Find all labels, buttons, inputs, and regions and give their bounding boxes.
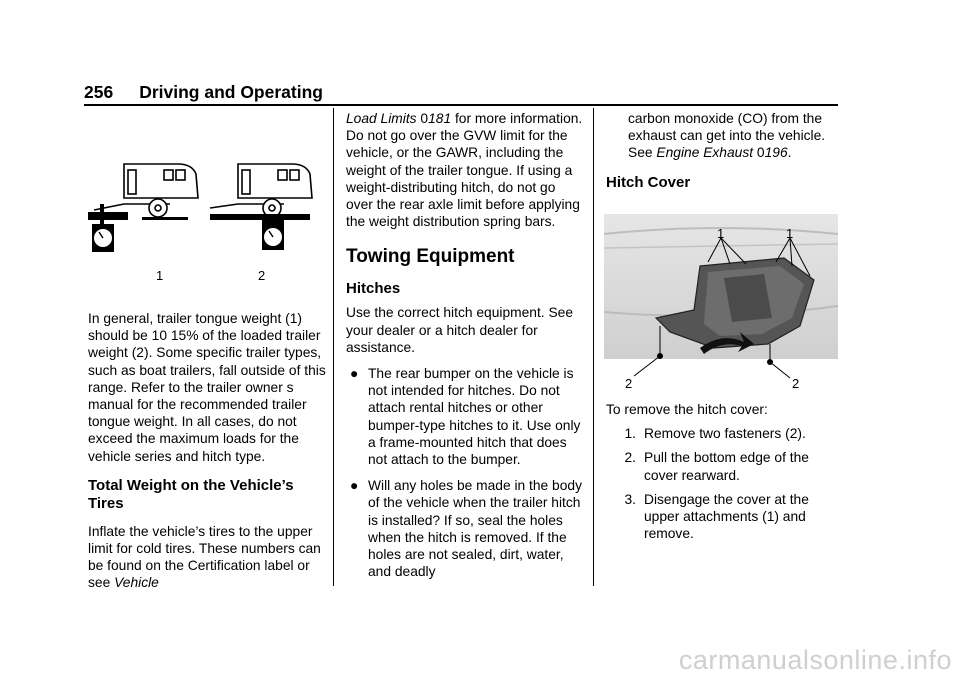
trailer-tongue-weight-drawing — [94, 164, 198, 217]
step-number: 2. — [624, 450, 636, 466]
hitch-figure-label-2a: 2 — [625, 376, 633, 391]
step-number: 3. — [624, 491, 636, 507]
column-divider-1 — [333, 108, 334, 586]
right-column-bottom — [606, 401, 838, 542]
ref-arrow-icon: 0 — [420, 111, 429, 126]
step-text: Remove two fasteners (2). — [644, 426, 806, 442]
remove-cover-intro: To remove the hitch cover: — [606, 402, 768, 417]
page-header — [84, 82, 323, 103]
step-text: Pull the bottom edge of the cover rearward. — [644, 450, 809, 483]
step-number: 1. — [624, 426, 636, 442]
bullet-text: The rear bumper on the vehicle is not intended for hitches. Do not attach rental hitches or other bumper-type hitches to it. Use only a frame-mounted hitch that does not attach to the bumper. — [368, 366, 581, 468]
header-rule — [84, 104, 838, 106]
carbon-monoxide-text: carbon monoxide (CO) from the exhaust can get into the vehicle. See — [628, 111, 826, 161]
left-column — [88, 310, 328, 592]
fastener-icon — [657, 353, 663, 359]
carbon-monoxide-paragraph — [606, 110, 838, 162]
step-item — [606, 491, 838, 543]
step-item — [606, 425, 838, 442]
hitch-equipment-paragraph: Use the correct hitch equipment. See your dealer or a hitch dealer for assistance. — [346, 305, 574, 355]
ref-arrow-icon: 0 — [756, 145, 765, 161]
right-column-top — [606, 110, 838, 192]
figure-label-1: 1 — [156, 268, 164, 283]
bullet-item — [346, 365, 586, 468]
bullet-icon: ● — [350, 478, 359, 494]
hitch-figure-label-1b: 1 — [786, 226, 794, 241]
total-weight-heading: Total Weight on the Vehicle’s Tires — [88, 476, 294, 512]
engine-exhaust-link[interactable]: Engine Exhaust — [656, 145, 754, 161]
bullet-text: Will any holes be made in the body of the vehicle when the trailer hitch is installed? If so, seal the holes when the hitch is removed. If the holes are not sealed, dirt, water, and deadly — [368, 478, 582, 580]
engine-exhaust-page-ref[interactable]: 196 — [764, 145, 788, 161]
watermark: carmanualsonline.info — [678, 645, 952, 675]
fastener-icon — [767, 359, 773, 365]
load-limits-page-ref[interactable]: 181 — [428, 111, 452, 126]
step-text: Disengage the cover at the upper attachments (1) and remove. — [644, 491, 809, 542]
hitches-heading: Hitches — [346, 280, 401, 298]
load-limits-text: for more information. Do not go over the GVW limit for the vehicle, or the GAWR, including the weight of the trailer tongue. If using a weight-distributing hitch, do not go over the rear axle limit before applying the weight distribution spring bars. — [346, 111, 583, 230]
middle-column — [346, 110, 586, 580]
tire-inflation-paragraph — [88, 523, 328, 592]
hitch-figure-label-2b: 2 — [792, 376, 800, 391]
bullet-item — [346, 477, 586, 580]
hitch-figure-label-1a: 1 — [717, 226, 725, 241]
step-item — [606, 449, 838, 483]
hitch-cover-heading: Hitch Cover — [606, 173, 691, 191]
figure-label-2: 2 — [258, 268, 266, 283]
column-divider-2 — [593, 108, 594, 586]
section-title: Driving and Operating — [139, 82, 323, 102]
bullet-icon: ● — [350, 366, 359, 382]
vehicle-load-limits-link[interactable]: Vehicle — [114, 575, 159, 591]
towing-equipment-heading: Towing Equipment — [346, 246, 515, 268]
load-limits-link[interactable]: Load Limits — [346, 111, 417, 126]
tongue-weight-paragraph: In general, trailer tongue weight (1) should be 10 15% of the loaded trailer weight (2). Some specific trailer types, such as boat trailers, fall outside of this range. Refer to the trailer owner s manual for the recommended trailer tongue weight. In all cases, do not exceed the maximum loads for the vehicle series and hitch type. — [88, 311, 326, 464]
tire-inflation-text: Inflate the vehicle’s tires to the upper limit for cold tires. These numbers can be found on the Certification label or see — [88, 523, 321, 591]
sentence-end: . — [787, 145, 792, 161]
load-limits-paragraph — [346, 110, 586, 230]
trailer-weight-figure — [88, 152, 318, 260]
page-number: 256 — [84, 82, 114, 102]
trailer-total-weight-drawing — [210, 164, 312, 217]
